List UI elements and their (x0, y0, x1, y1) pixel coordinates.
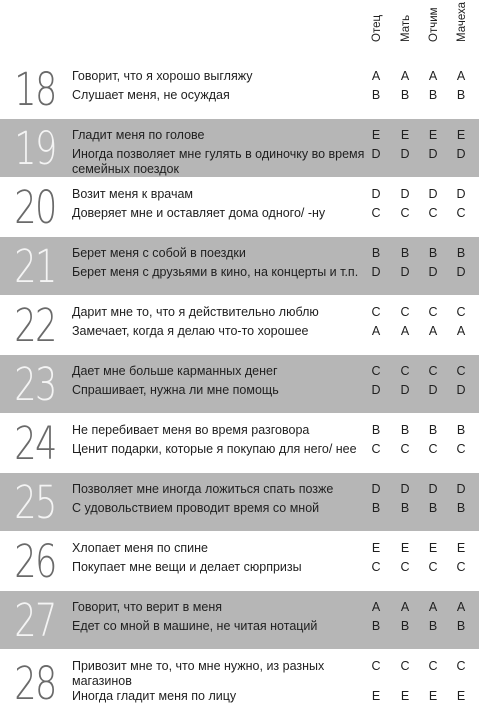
answer-option[interactable]: B (428, 246, 438, 260)
answer-option[interactable]: B (400, 88, 410, 102)
question-row (0, 650, 479, 717)
question-statement: Берет меня с собой в поездки (72, 246, 246, 260)
answer-option[interactable]: E (456, 541, 466, 555)
column-stepmother (456, 0, 468, 54)
answer-option[interactable]: D (428, 265, 438, 279)
question-number: 28 (14, 656, 56, 710)
answer-option[interactable]: E (400, 689, 410, 703)
question-statement: Позволяет мне иногда ложиться спать позже (72, 482, 334, 496)
answer-option[interactable]: C (456, 442, 466, 456)
answer-option[interactable]: A (371, 324, 381, 338)
answer-option[interactable]: D (428, 147, 438, 161)
question-number: 26 (14, 534, 56, 588)
answer-option[interactable]: C (456, 560, 466, 574)
column-label: Мачеха (456, 1, 468, 42)
answer-option[interactable]: A (456, 600, 466, 614)
answer-option[interactable]: D (371, 265, 381, 279)
answer-option[interactable]: D (400, 187, 410, 201)
answer-option[interactable]: C (400, 442, 410, 456)
question-row (0, 296, 479, 355)
question-number: 22 (14, 298, 56, 352)
answer-option[interactable]: A (428, 324, 438, 338)
question-row (0, 414, 479, 473)
question-statement: Не перебивает меня во время разговора (72, 423, 310, 437)
answer-option[interactable]: E (371, 128, 381, 142)
answer-option[interactable]: E (400, 128, 410, 142)
question-statement: Берет меня с друзьями в кино, на концерты и т.п. (72, 265, 359, 279)
question-number: 21 (14, 239, 56, 293)
answer-option[interactable]: E (428, 541, 438, 555)
answer-option[interactable]: C (400, 364, 410, 378)
answer-option[interactable]: E (371, 541, 381, 555)
answer-option[interactable]: C (456, 364, 466, 378)
answer-option[interactable]: D (456, 147, 466, 161)
answer-option[interactable]: C (428, 442, 438, 456)
column-label: Мать (400, 14, 412, 42)
question-statement: Спрашивает, нужна ли мне помощь (72, 383, 279, 397)
answer-option[interactable]: A (371, 69, 381, 83)
answer-option[interactable]: A (371, 600, 381, 614)
question-row (0, 473, 479, 532)
answer-option[interactable]: D (456, 383, 466, 397)
answer-option[interactable]: C (371, 560, 381, 574)
question-statement: Едет со мной в машине, не читая нотаций (72, 619, 318, 633)
answer-option[interactable]: C (371, 305, 381, 319)
answer-option[interactable]: D (428, 482, 438, 496)
answer-option[interactable]: A (400, 324, 410, 338)
answer-option[interactable]: A (428, 600, 438, 614)
answer-option[interactable]: C (456, 305, 466, 319)
question-number: 25 (14, 475, 56, 529)
column-mother (400, 0, 412, 54)
answer-option[interactable]: B (456, 619, 466, 633)
answer-option[interactable]: B (371, 619, 381, 633)
answer-option[interactable]: C (456, 206, 466, 220)
answer-option[interactable]: A (428, 69, 438, 83)
question-statement: Замечает, когда я делаю что-то хорошее (72, 324, 309, 338)
answer-option[interactable]: A (456, 69, 466, 83)
answer-option[interactable]: C (428, 305, 438, 319)
question-row (0, 355, 479, 414)
question-statement: Иногда позволяет мне гулять в одиночку во время семейных поездок (72, 147, 365, 176)
answer-option[interactable]: C (428, 206, 438, 220)
questionnaire-table (0, 60, 479, 717)
answer-option[interactable]: B (428, 619, 438, 633)
answer-option[interactable]: E (400, 541, 410, 555)
column-header (0, 0, 479, 60)
answer-option[interactable]: C (400, 560, 410, 574)
question-number: 27 (14, 593, 56, 647)
question-statement: С удовольствием проводит время со мной (72, 501, 320, 515)
answer-option[interactable]: B (428, 88, 438, 102)
answer-option[interactable]: D (428, 383, 438, 397)
question-statement: Ценит подарки, которые я покупаю для него/ нее (72, 442, 357, 456)
answer-option[interactable]: B (371, 88, 381, 102)
answer-option[interactable]: B (371, 246, 381, 260)
answer-option[interactable]: D (371, 147, 381, 161)
answer-option[interactable]: B (456, 501, 466, 515)
answer-option[interactable]: C (428, 560, 438, 574)
answer-option[interactable]: E (456, 128, 466, 142)
question-statement: Гладит меня по голове (72, 128, 205, 142)
answer-option[interactable]: D (400, 383, 410, 397)
answer-option[interactable]: B (428, 501, 438, 515)
answer-option[interactable]: C (371, 442, 381, 456)
question-statement: Иногда гладит меня по лицу (72, 689, 237, 703)
question-statement: Говорит, что верит в меня (72, 600, 222, 614)
question-statement: Возит меня к врачам (72, 187, 194, 201)
column-label: Отчим (428, 7, 440, 42)
answer-option[interactable]: E (371, 689, 381, 703)
question-statement: Хлопает меня по спине (72, 541, 208, 555)
question-number: 20 (14, 180, 56, 234)
answer-option[interactable]: C (428, 364, 438, 378)
column-father (371, 0, 383, 54)
answer-option[interactable]: D (456, 482, 466, 496)
answer-option[interactable]: B (428, 423, 438, 437)
answer-option[interactable]: A (400, 600, 410, 614)
answer-option[interactable]: D (456, 187, 466, 201)
answer-option[interactable]: B (456, 88, 466, 102)
answer-option[interactable]: C (400, 305, 410, 319)
answer-option[interactable]: B (400, 423, 410, 437)
question-statement: Говорит, что я хорошо выгляжу (72, 69, 253, 83)
question-row (0, 591, 479, 650)
answer-option[interactable]: E (428, 689, 438, 703)
question-statement: Дарит мне то, что я действительно люблю (72, 305, 319, 319)
answer-option[interactable]: D (371, 482, 381, 496)
answer-option[interactable]: C (400, 206, 410, 220)
answer-option[interactable]: B (400, 501, 410, 515)
answer-option[interactable]: D (400, 147, 410, 161)
question-row (0, 60, 479, 119)
answer-option[interactable]: B (456, 423, 466, 437)
answer-option[interactable]: D (400, 265, 410, 279)
question-number: 24 (14, 416, 56, 470)
answer-option[interactable]: B (456, 246, 466, 260)
answer-option[interactable]: C (456, 659, 466, 673)
answer-option[interactable]: E (428, 128, 438, 142)
answer-option[interactable]: D (456, 265, 466, 279)
answer-option[interactable]: A (456, 324, 466, 338)
column-stepfather (428, 0, 440, 54)
answer-option[interactable]: B (400, 619, 410, 633)
answer-option[interactable]: D (428, 187, 438, 201)
answer-option[interactable]: D (371, 383, 381, 397)
answer-option[interactable]: C (371, 659, 381, 673)
question-statement: Привозит мне то, что мне нужно, из разных магазинов (72, 659, 325, 688)
answer-option[interactable]: A (400, 69, 410, 83)
question-row (0, 532, 479, 591)
question-statement: Дает мне больше карманных денег (72, 364, 278, 378)
answer-option[interactable]: E (456, 689, 466, 703)
question-statement: Доверяет мне и оставляет дома одного/ -ну (72, 206, 326, 220)
answer-option[interactable]: C (371, 364, 381, 378)
answer-option[interactable]: B (371, 501, 381, 515)
answer-option[interactable]: C (400, 659, 410, 673)
question-row (0, 119, 479, 178)
question-statement: Слушает меня, не осуждая (72, 88, 230, 102)
answer-option[interactable]: C (371, 206, 381, 220)
question-statement: Покупает мне вещи и делает сюрпризы (72, 560, 302, 574)
answer-option[interactable]: B (400, 246, 410, 260)
answer-option[interactable]: B (371, 423, 381, 437)
question-number: 19 (14, 121, 56, 175)
answer-option[interactable]: D (371, 187, 381, 201)
question-number: 23 (14, 357, 56, 411)
question-row (0, 178, 479, 237)
answer-option[interactable]: C (428, 659, 438, 673)
column-label: Отец (371, 14, 383, 42)
answer-option[interactable]: D (400, 482, 410, 496)
question-row (0, 237, 479, 296)
question-number: 18 (14, 62, 56, 116)
